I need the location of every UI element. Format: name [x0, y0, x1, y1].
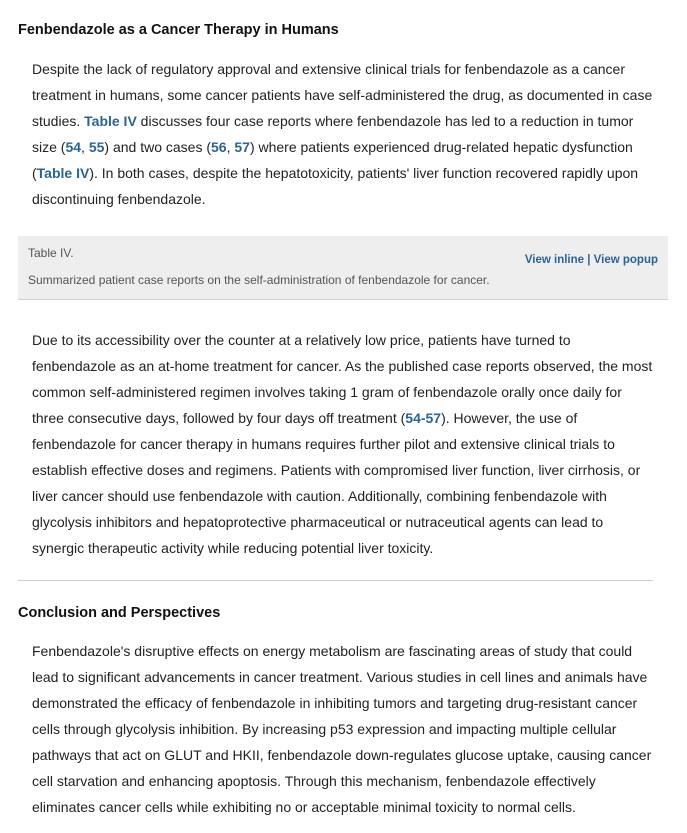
table-caption: Summarized patient case reports on the self-administration of fenbendazole for cancer.: [28, 273, 490, 287]
text-span: Due to its accessibility over the counter at a relatively low price, patients have turned to fenbendazole as an at-home treatment for cancer. As the published case reports observed, the most common self-administered regimen involves taking 1 gram of fenbendazole orally once daily for three consecutive days, followed by four days off treatment (: [32, 332, 653, 426]
paragraph-at-home-treatment: [32, 327, 657, 561]
paragraph-conclusion: Fenbendazole's disruptive effects on energy metabolism are fascinating areas of study that could lead to significant advancements in cancer treatment. Various studies in cell lines and animals have demonstrated the efficacy of fenbendazole in inhibiting tumors and targeting drug-resistant cancer cells through glycolysis inhibition. By increasing p53 expression and impacting multiple cellular pathways that act on GLUT and HKII, fenbendazole down-regulates glucose uptake, causing cancer cell starvation and enhancing apoptosis. Through this mechanism, fenbendazole effectively eliminates cancer cells while exhibiting no or acceptable minimal toxicity to normal cells.: [32, 643, 652, 815]
table-iv-link-2[interactable]: Table IV: [36, 165, 90, 181]
section-heading-humans: Fenbendazole as a Cancer Therapy in Humans: [18, 22, 339, 38]
section-heading-conclusion: Conclusion and Perspectives: [18, 605, 221, 621]
text-span: ,: [81, 139, 89, 155]
ref-55-link[interactable]: 55: [88, 139, 105, 155]
ref-54-link[interactable]: 54: [65, 139, 82, 155]
table-title: Table IV.: [28, 246, 74, 260]
table-iv-link[interactable]: Table IV: [84, 113, 137, 129]
text-span: ). In both cases, despite the hepatotoxicity, patients' liver function recovered rapidly upon discontinuing fenbendazole.: [32, 165, 639, 207]
text-span: ) and two cases (: [104, 139, 211, 155]
text-span: ). However, the use of fenbendazole for cancer therapy in humans requires further pilot and extensive clinical trials to establish effective doses and regimens. Patients with compromised liver function, liver cirrhosis, or liver cancer should use fenbendazole with caution. Additionally, combining fenbendazole with glycolysis inhibitors and hepatoprotective pharmaceutical or nutraceutical agents can lead to synergic therapeutic activity while reducing potential liver toxicity.: [32, 410, 641, 556]
section-divider: [18, 580, 653, 581]
text-span: Despite the lack of regulatory approval and extensive clinical trials for fenbendazole as a cancer treatment in humans, some cancer patients have self-administered the drug, as documented in case studies.: [32, 61, 653, 129]
table-iv-box: [18, 236, 668, 300]
view-inline-link[interactable]: View inline: [524, 254, 585, 266]
paragraph-self-administration: [32, 56, 657, 212]
table-view-links: [525, 254, 658, 266]
ref-54-57-link[interactable]: 54-57: [405, 410, 442, 426]
ref-56-link[interactable]: 56: [211, 139, 227, 155]
text-span: ,: [226, 139, 235, 155]
ref-57-link[interactable]: 57: [234, 139, 250, 155]
view-popup-link[interactable]: View popup: [593, 254, 658, 266]
text-span: discusses four case reports where fenbendazole has led to a reduction in tumor size (: [32, 113, 634, 155]
link-separator: |: [584, 254, 594, 266]
text-span: ) where patients experienced drug-related hepatic dysfunction (: [32, 139, 633, 181]
